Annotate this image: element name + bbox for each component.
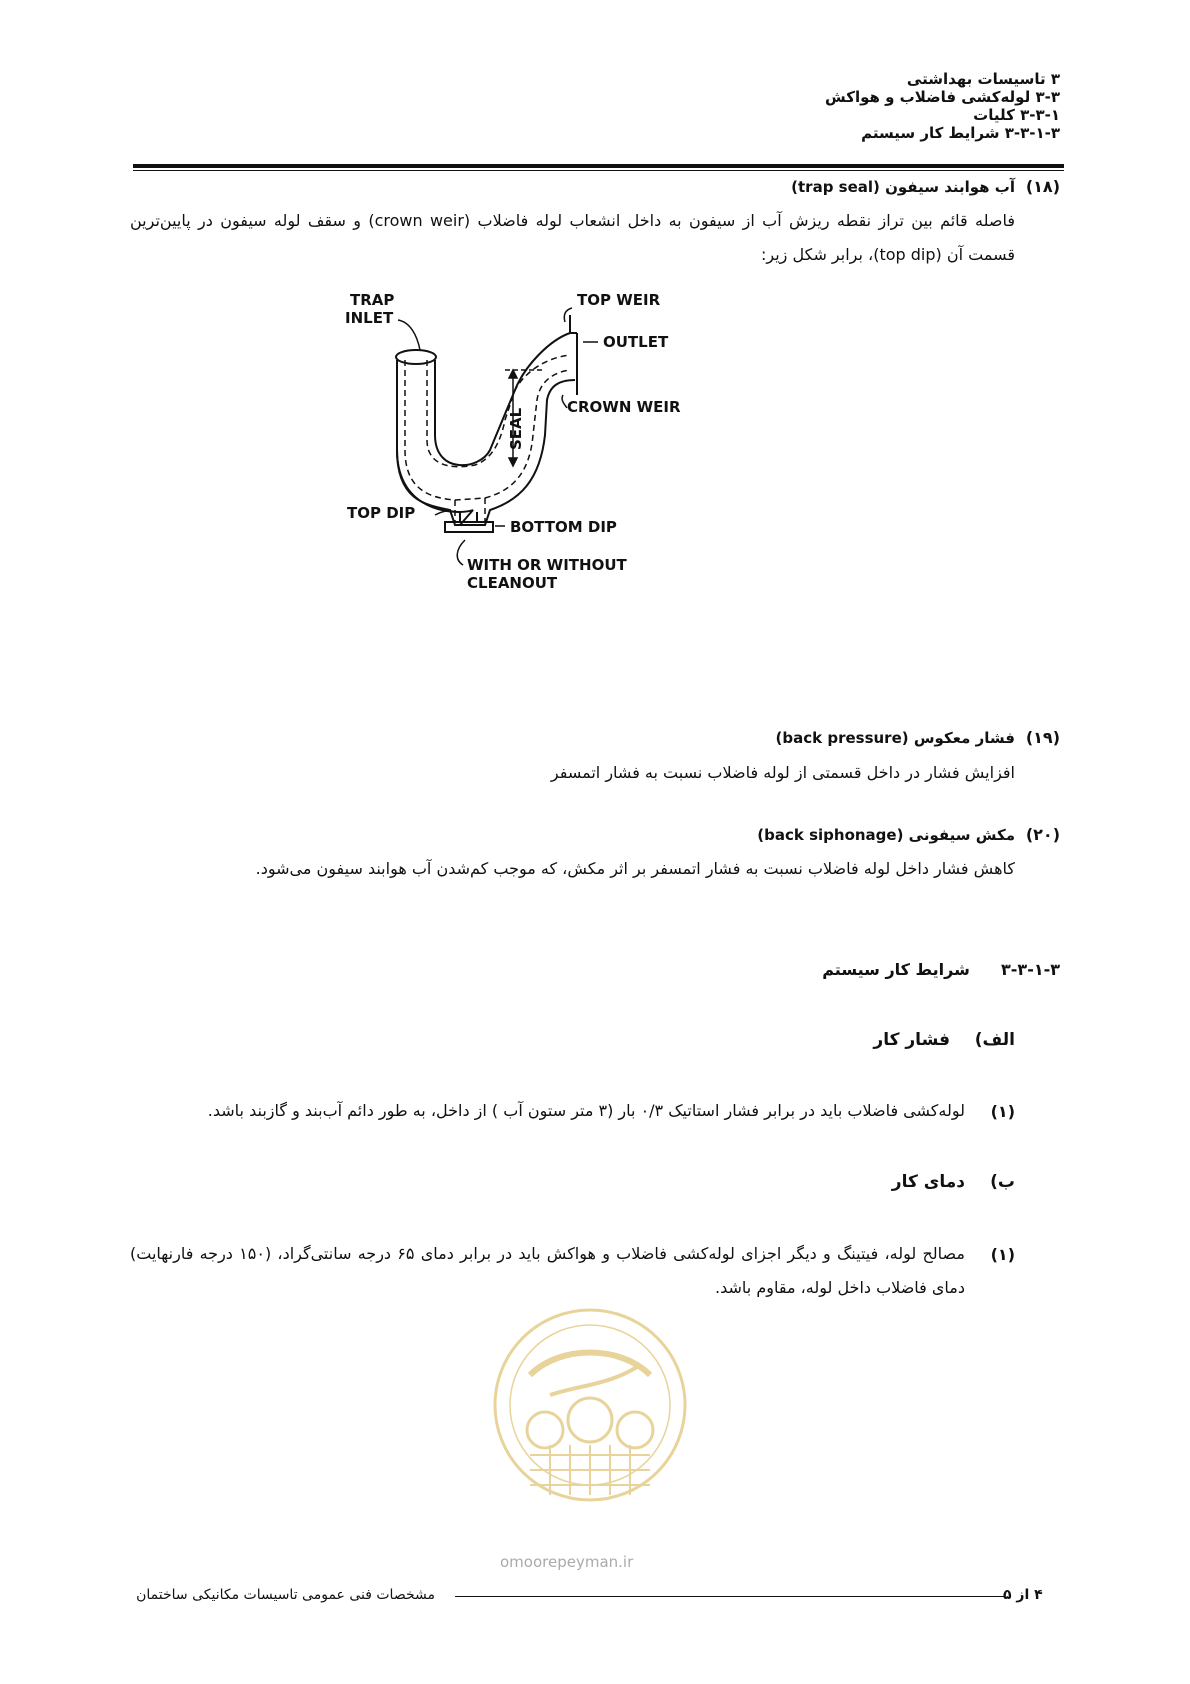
diagram-label-seal: SEAL	[507, 407, 525, 450]
diagram-label-top-dip: TOP DIP	[347, 504, 416, 522]
section-title: شرایط کار سیستم	[822, 960, 970, 979]
item-text: مصالح لوله، فیتینگ و دیگر اجزای لوله‌کشی فاضلاب و هواکش باید در برابر دمای ۶۵ درجه سانتی‌گراد، (۱۵۰ درجه فارنهایت) دمای فاضلاب داخل لوله، مقاوم باشد.	[130, 1244, 965, 1297]
definition-text: افزایش فشار در داخل قسمتی از لوله فاضلاب نسبت به فشار اتمسفر	[550, 763, 1015, 782]
page-header	[825, 70, 1060, 142]
diagram-label-outlet: OUTLET	[603, 333, 669, 351]
section-heading	[822, 960, 1060, 979]
subsection-label: ب)	[990, 1172, 1015, 1192]
definition-number: (۱۸)	[1025, 177, 1060, 196]
definition-term: مکش سیفونی (back siphonage)	[757, 826, 1015, 844]
footer-page-number: ۴ از ۵	[1003, 1587, 1043, 1603]
definition-text: کاهش فشار داخل لوله فاضلاب نسبت به فشار اتمسفر بر اثر مکش، که موجب کم‌شدن آب هوابند سیفون می‌شود.	[255, 859, 1015, 878]
item-number: (۱)	[990, 1102, 1015, 1121]
header-section: ۳-۳ لوله‌کشی فاضلاب و هواکش	[825, 88, 1060, 106]
diagram-label-with-or-without: WITH OR WITHOUT	[467, 556, 627, 574]
header-subsection: ۳-۳-۱ کلیات	[973, 106, 1060, 124]
trap-seal-diagram	[345, 291, 755, 660]
definition-term: آب هوابند سیفون (trap seal)	[791, 178, 1015, 196]
item-text: لوله‌کشی فاضلاب باید در برابر فشار استاتیک ۰/۳ بار (۳ متر ستون آب ) از داخل، به طور دائم آب‌بند و گازبند باشد.	[207, 1101, 965, 1120]
footer-document-title: مشخصات فنی عمومی تاسیسات مکانیکی ساختمان	[136, 1587, 435, 1603]
diagram-label-trap: TRAP	[350, 291, 395, 309]
footer-divider	[455, 1596, 1005, 1597]
watermark-seal-logo	[490, 1305, 690, 1505]
diagram-label-bottom-dip: BOTTOM DIP	[510, 518, 617, 536]
subsection-title: دمای کار	[891, 1172, 965, 1192]
diagram-label-top-weir: TOP WEIR	[577, 291, 661, 309]
subsection-title: فشار کار	[873, 1030, 950, 1050]
section-number: ۳-۳-۱-۳	[1001, 960, 1060, 979]
header-topic: ۳-۳-۱-۳ شرایط کار سیستم	[861, 124, 1060, 142]
diagram-label-crown-weir: CROWN WEIR	[567, 398, 681, 416]
header-divider-thick	[133, 164, 1064, 168]
definition-term: فشار معکوس (back pressure)	[775, 729, 1015, 747]
item-number: (۱)	[990, 1245, 1015, 1264]
header-chapter: ۳ تاسیسات بهداشتی	[906, 70, 1060, 88]
watermark-site: omoorepeyman.ir	[500, 1553, 634, 1571]
definition-number: (۲۰)	[1025, 825, 1060, 844]
diagram-label-cleanout: CLEANOUT	[467, 574, 558, 592]
header-divider-thin	[133, 170, 1064, 171]
definition-number: (۱۹)	[1025, 728, 1060, 747]
diagram-label-inlet: INLET	[345, 309, 394, 327]
definition-text: فاصله قائم بین تراز نقطه ریزش آب از سیفون به داخل انشعاب لوله فاضلاب (crown weir) و سقف لوله سیفون در پایین‌ترین قسمت آن (top dip)، برابر شکل زیر:	[130, 211, 1016, 264]
subsection-label: الف)	[974, 1030, 1015, 1050]
